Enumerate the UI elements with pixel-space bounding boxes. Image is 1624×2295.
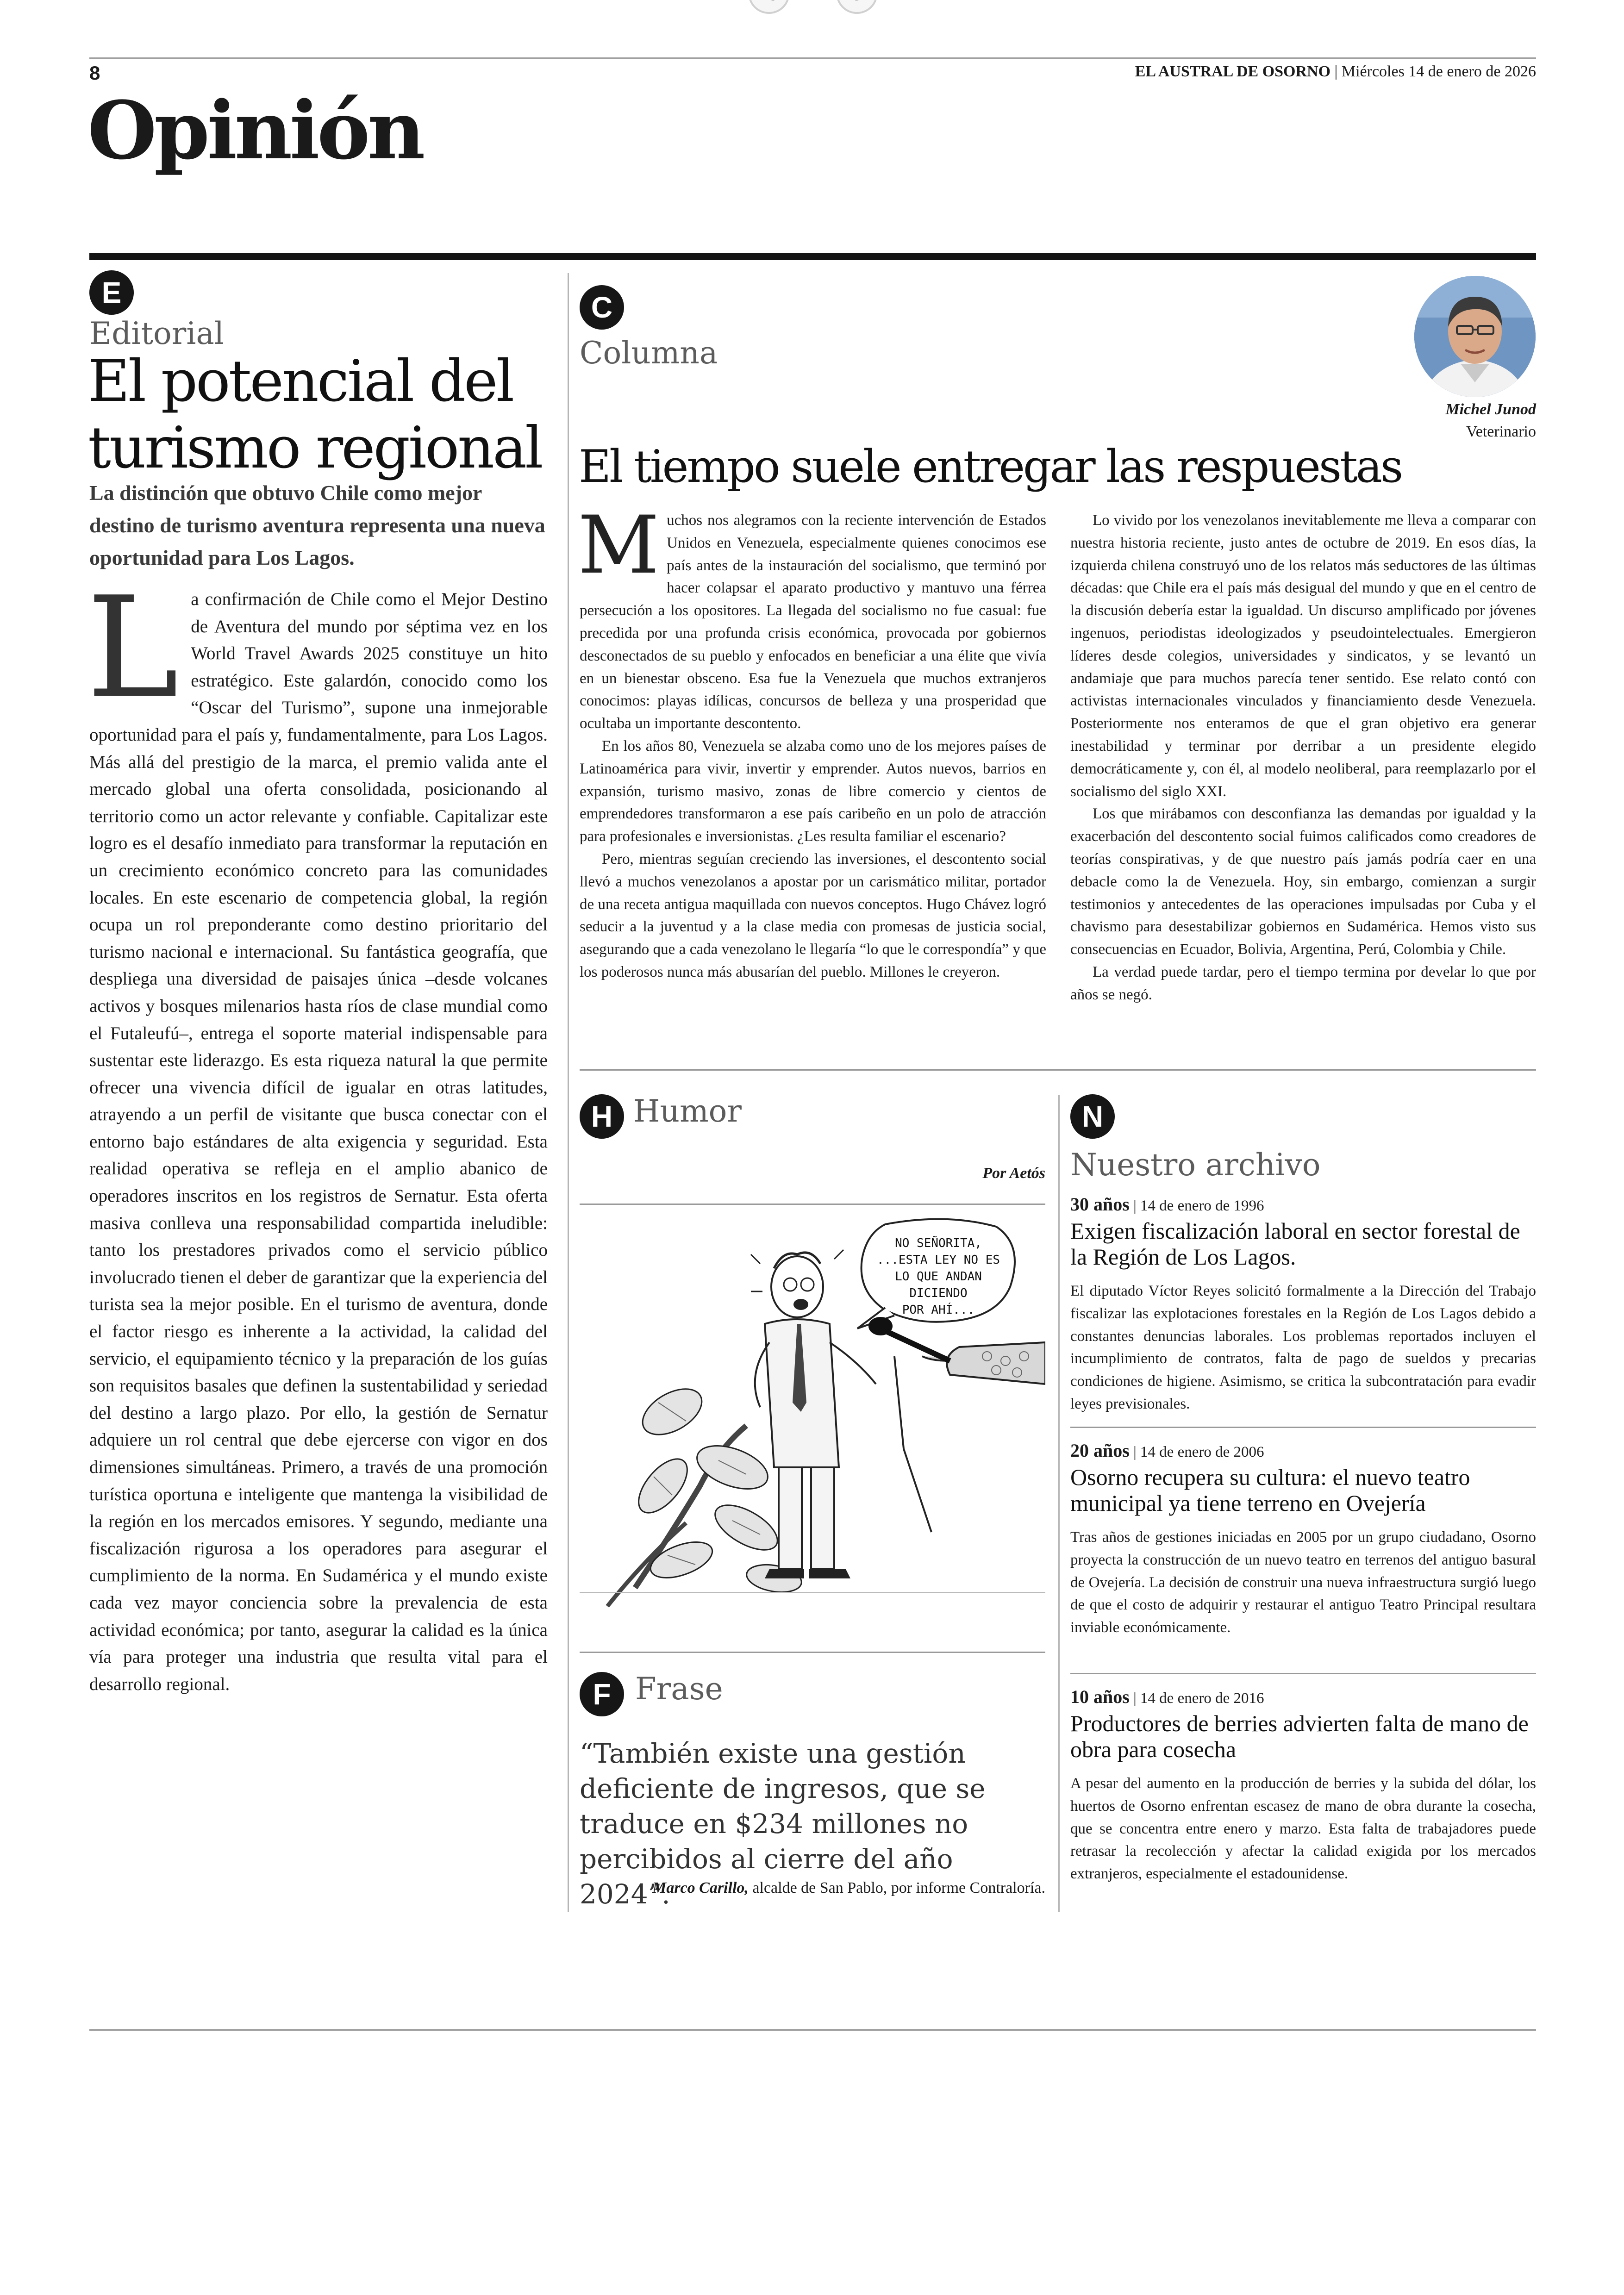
frase-author: Marco Carillo, (652, 1879, 749, 1896)
column-paragraph: Lo vivido por los venezolanos inevitablemente me lleva a comparar con nuestra historia reciente, justo antes de octubre de 2019. En esos días, la izquierda chilena construyó uno de los relatos más seductores de las últimas décadas: que Chile era el país más desigual del mundo y que en el centro de la discusión debería estar la igualdad. Un discurso amplificado por jóvenes ingenuos, periodistas ideologizados y pseudointelectuales. Emergieron líderes desde colegios, universidades y sindicatos, y se levantó un andamiaje que para muchos parecía tener sentido. Ese relato contó con activistas internacionales vinculados y financiamiento desde Venezuela. Posteriormente nos enteramos de que el gran objetivo era generar inestabilidad y terminar por derribar a un presidente elegido democráticamente y, con él, al modelo neoliberal, para reemplazarlo por el socialismo del siglo XXI. (1070, 512, 1536, 800)
newspaper-name: EL AUSTRAL DE OSORNO (1135, 63, 1331, 80)
frase-top-rule (580, 1652, 1045, 1653)
archive-item-body: Tras años de gestiones iniciadas en 2005 por un grupo ciudadano, Osorno proyecta la construcción de un nuevo teatro en terrenos del antiguo basural de Ovejería. La decisión de construir una nueva infraestructura surgió luego de que el costo de adquirir y restaurar el antiguo Teatro Principal resultara inviable económicamente. (1070, 1529, 1536, 1636)
frase-badge: F (580, 1672, 624, 1716)
frase-attribution (652, 1879, 1045, 1897)
archive-item-date (1070, 1686, 1536, 1708)
humor-top-rule (580, 1204, 1045, 1205)
archive-item (1070, 1440, 1536, 1639)
humor-cartoon (580, 1208, 1045, 1615)
column-paragraph: uchos nos alegramos con la reciente intervención de Estados Unidos en Venezuela, especialmente quienes conocimos ese país antes de la instauración del socialismo, que terminó por hacer colapsar el aparato productivo y mantuvo una férrea persecución a los opositores. La llegada del socialismo no fue casual: fue precedida por una profunda crisis económica, provocada por gobiernos desconectados de su pueblo y enfocados en beneficiar a una élite que vivía en un bienestar obsceno. Esa fue la Venezuela que muchos extranjeros conocimos: playas idílicas, concursos de belleza y una prosperidad que ocultaba un importante descontento. (580, 512, 1046, 732)
author-photo (1414, 276, 1536, 397)
header-rule (89, 57, 1536, 59)
archive-rule-2 (1070, 1673, 1536, 1674)
frase-author-detail: alcalde de San Pablo, por informe Contraloría. (748, 1879, 1045, 1896)
archive-item (1070, 1193, 1536, 1416)
archive-date: | 14 de enero de 1996 (1133, 1197, 1264, 1214)
author-portrait-icon (1414, 276, 1536, 397)
archive-item-date (1070, 1193, 1536, 1215)
archive-item (1070, 1686, 1536, 1885)
section-thick-rule (89, 253, 1536, 260)
editorial-drop-cap: L (87, 567, 179, 729)
archive-years: 20 años (1070, 1440, 1130, 1461)
column-paragraph: Los que mirábamos con desconfianza las demandas por igualdad y la exacerbación del descontento social fuimos calificados como creadores de teorías conspirativas, y de que nuestro país jamás podría caer en una debacle como la de Venezuela. Hoy, sin embargo, comienzan a surgir testimonios y antecedentes de las operaciones impulsadas por Cuba y el chavismo para desestabilizar gobiernos en Sudamérica. Hemos visto sus consecuencias en Ecuador, Bolivia, Argentina, Perú, Colombia y Chile. (1070, 805, 1536, 958)
archive-badge: N (1070, 1094, 1115, 1139)
archive-rule-1 (1070, 1427, 1536, 1428)
editorial-body (87, 567, 548, 1698)
column-text-col1 (578, 499, 1046, 984)
column-divider-right (1058, 1095, 1060, 1912)
column-bottom-rule (580, 1069, 1536, 1071)
column-drop-cap: M (578, 499, 660, 592)
next-page-button[interactable] (836, 0, 878, 14)
column-badge: C (580, 285, 624, 330)
chevron-right-icon (848, 0, 869, 1)
page-number: 8 (89, 62, 100, 84)
editorial-deck: La distinción que obtuvo Chile como mejor destino de turismo aventura representa una nueva oportunidad para Los Lagos. (89, 481, 545, 569)
humor-badge: H (580, 1094, 624, 1139)
archive-item-body: El diputado Víctor Reyes solicitó formalmente a la Dirección del Trabajo fiscalizar las explotaciones forestales en la Región de Los Lagos debido a constantes denuncias laborales. Los problemas reportados incluyen el incumplimiento de contratos, falta de pago de sueldos y precarias condiciones de higiene. Asimismo, se critica la subcontratación para evadir leyes previsionales. (1070, 1283, 1536, 1412)
editorial-title-line1: El potencial del (88, 348, 513, 415)
column-paragraph: La verdad puede tardar, pero el tiempo termina por develar lo que por años se negó. (1070, 963, 1536, 1003)
column-paragraph: En los años 80, Venezuela se alzaba como uno de los mejores países de Latinoamérica para vivir, invertir y emprender. Autos nuevos, barrios en expansión, turismo masivo, zonas de libre comercio y cientos de emprendedores transformaron a ese país caribeño en un polo de atracción para profesionales e inversionistas. ¿Les resulta familiar el escenario? (580, 737, 1046, 845)
humor-credit: Por Aetós (982, 1165, 1045, 1182)
speech-line: DICIENDO (909, 1286, 968, 1300)
masthead-line: EL AUSTRAL DE OSORNO | Miércoles 14 de enero de 2026 (1135, 63, 1536, 80)
chevron-left-icon (760, 0, 781, 1)
column-title: El tiempo suele entregar las respuestas (579, 441, 1402, 493)
column-author-role: Veterinario (1466, 423, 1536, 440)
frase-quote: “También existe una gestión deficiente de ingresos, que se traduce en $234 millones no percibidos al cierre del año 2024”. (580, 1738, 986, 1910)
speech-line: LO QUE ANDAN (895, 1270, 982, 1284)
cartoon-speech-text (862, 1235, 1015, 1318)
archive-item-date (1070, 1440, 1536, 1461)
editorial-title-line2: turismo regional (88, 415, 542, 481)
archive-item-title: Productores de berries advierten falta de mano de obra para cosecha (1070, 1710, 1529, 1762)
issue-date: Miércoles 14 de enero de 2026 (1341, 63, 1536, 80)
archive-date: | 14 de enero de 2006 (1133, 1444, 1264, 1460)
previous-page-button[interactable] (748, 0, 790, 14)
archive-item-title: Exigen fiscalización laboral en sector forestal de la Región de Los Lagos. (1070, 1218, 1520, 1270)
editorial-title (88, 348, 542, 481)
section-title: Opinión (87, 83, 423, 177)
footer-rule (89, 2029, 1536, 2031)
editorial-badge: E (89, 270, 134, 315)
column-paragraph: Pero, mientras seguían creciendo las inversiones, el descontento social llevó a muchos venezolanos a apostar por un carismático militar, portador de una receta antigua maquillada con nuevos conceptos. Hugo Chávez logró seducir a la juventud y a la clase media con promesas de justicia social, asegurando que a cada venezolano le llegaría “lo que le correspondía” y que los poderosos nunca más abusarían del pueblo. Millones le creyeron. (580, 850, 1046, 980)
speech-line: NO SEÑORITA, (895, 1236, 982, 1250)
column-label: Columna (580, 335, 718, 371)
editorial-body-text: a confirmación de Chile como el Mejor Destino de Aventura del mundo por séptima vez en los World Travel Awards 2025 constituye un hito estratégico. Este galardón, conocido como los “Oscar del Turismo”, supone una inmejorable oportunidad para el país y, fundamentalmente, para Los Lagos. Más allá del prestigio de la marca, el premio valida ante el mercado global una oferta consolidada, posicionando al territorio como un actor relevante y confiable. Capitalizar este logro es el desafío inmediato para transformar la reputación en un crecimiento económico concreto para las comunidades locales. En este escenario de competencia global, la región ocupa un rol preponderante como destino prioritario del turismo nacional e internacional. Su fantástica geografía, que despliega una diversidad de paisajes única –desde volcanes activos y bosques milenarios hasta ríos de clase mundial como el Futaleufú–, entrega el soporte material indispensable para sustentar este liderazgo. Es esta riqueza natural la que permite ofrecer una vivencia difícil de igualar en otras latitudes, atrayendo a un perfil de visitante que busca conectar con el entorno bajo estándares de alta exigencia y seguridad. Esta realidad operativa se refleja en el amplio abanico de operadores inscritos en los registros de Sernatur. Esta oferta masiva conlleva una responsabilidad compartida ineludible: tanto los prestadores privados como el servicio público involucrado tienen el deber de garantizar que la experiencia del turista sea la mejor posible. En el turismo de aventura, donde el factor riesgo es inherente a la actividad, la calidad del servicio, el equipamiento técnico y la preparación de los guías son requisitos basales que definen la sustentabilidad y seriedad del destino a largo plazo. Por ello, la gestión de Sernatur adquiere un rol central que debe ejercerse con vigor en dos dimensiones simultáneas. Primero, a través de una promoción turística oportuna e inteligente que mantenga la visibilidad de la región en los mercados emisores. Y segundo, mediante una fiscalización rigurosa a los operadores para asegurar el cumplimiento de la norma. En Sudamérica y el mundo existe cada vez mayor conciencia sobre la prevalencia de esta actividad económica; por tanto, asegurar la calidad es la única vía para proteger una industria que resulta vital para el desarrollo regional. (89, 589, 548, 1694)
frase-label: Frase (635, 1671, 723, 1707)
speech-line: ...ESTA LEY NO ES (876, 1253, 1000, 1267)
archive-label: Nuestro archivo (1070, 1147, 1321, 1183)
column-divider-left (568, 273, 569, 1912)
speech-line: POR AHÍ... (902, 1303, 975, 1317)
archive-years: 10 años (1070, 1686, 1130, 1707)
editorial-label: Editorial (89, 316, 224, 351)
archive-date: | 14 de enero de 2016 (1133, 1690, 1264, 1707)
humor-label: Humor (633, 1093, 742, 1129)
column-text-col2 (1070, 509, 1536, 1006)
column-author-name: Michel Junod (1445, 401, 1536, 418)
archive-item-title: Osorno recupera su cultura: el nuevo teatro municipal ya tiene terreno en Ovejería (1070, 1464, 1470, 1516)
archive-item-body: A pesar del aumento en la producción de berries y la subida del dólar, los huertos de Osorno enfrentan escasez de mano de obra durante la cosecha, que se concentra entre enero y marzo. Esta falta de trabajadores puede retrasar la recolección y afectar la calidad exigida por los mercados extranjeros, especialmente el estadounidense. (1070, 1775, 1536, 1883)
archive-years: 30 años (1070, 1194, 1130, 1215)
